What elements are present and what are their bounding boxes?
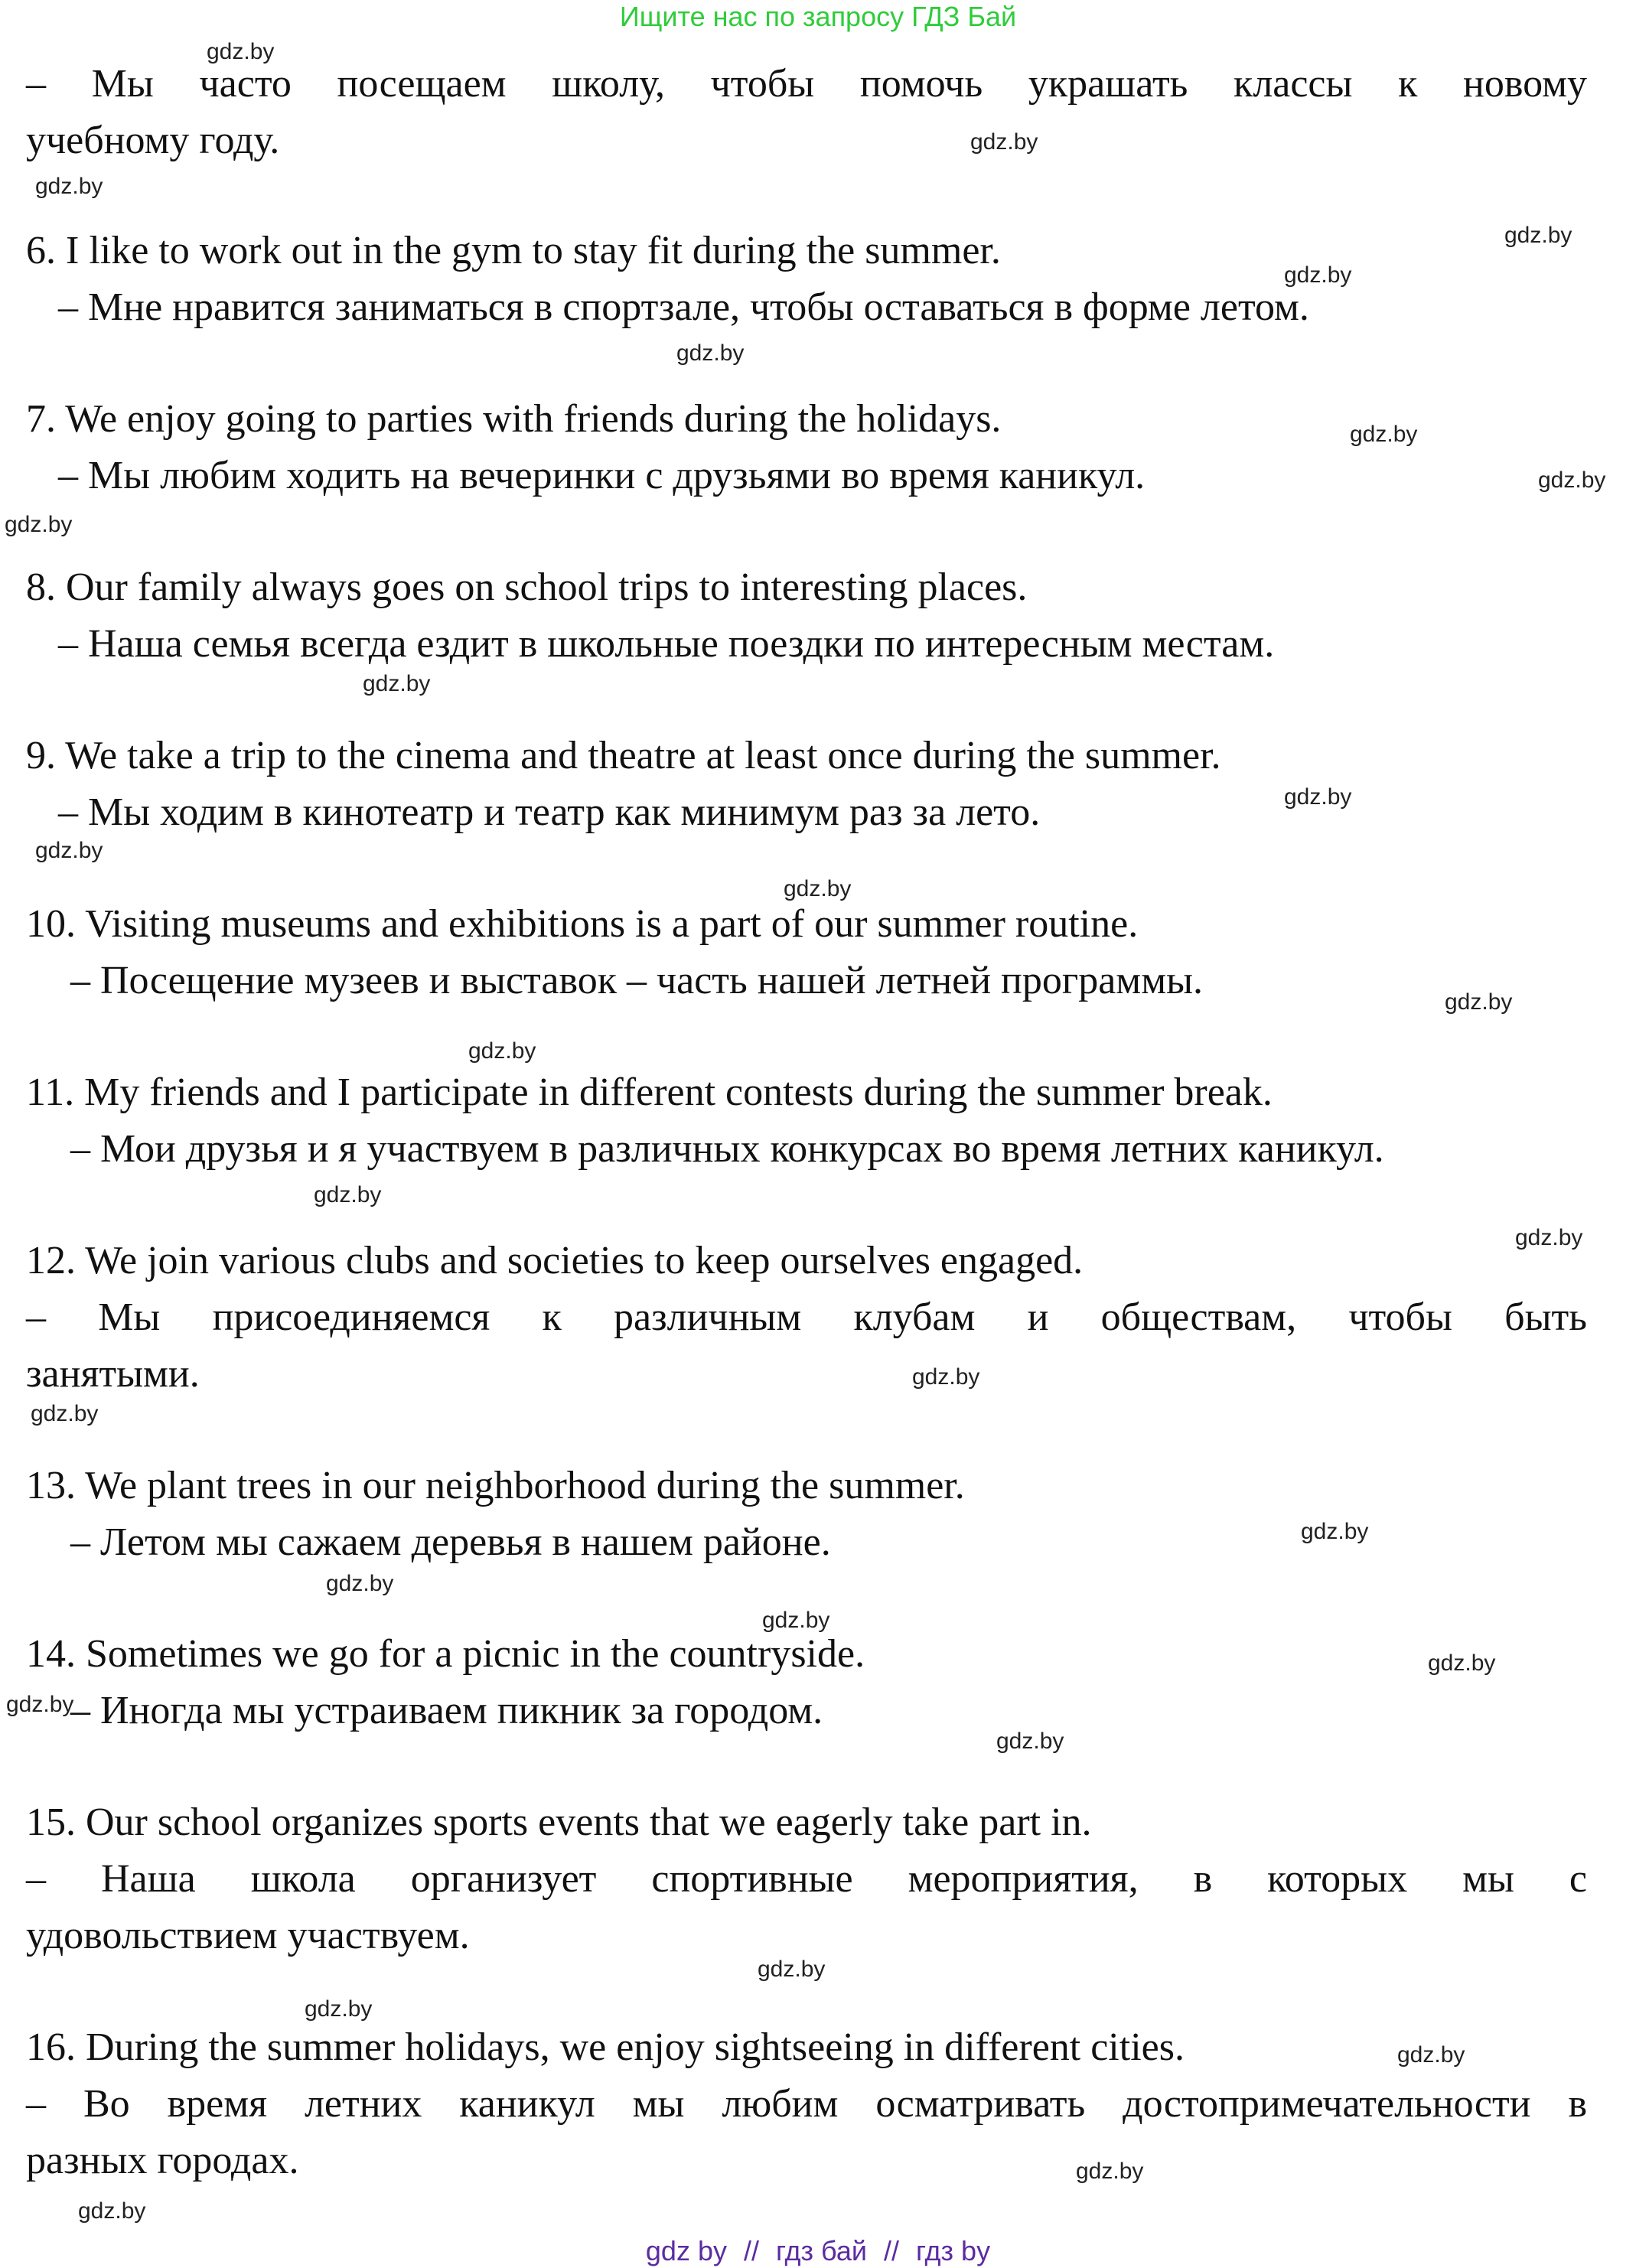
item-english-text: We plant trees in our neighborhood during the summer. — [85, 1464, 965, 1507]
footer-link-gdz-by[interactable]: gdz by — [645, 2235, 727, 2266]
item-10-russian: – Посещение музеев и выставок – часть нашей летней программы. — [70, 959, 1204, 1002]
watermark: gdz.by — [6, 1692, 74, 1717]
item-number: 7. — [26, 397, 56, 441]
item-12-russian-line-2: занятыми. — [26, 1352, 200, 1396]
item-number: 8. — [26, 565, 56, 609]
watermark: gdz.by — [1284, 784, 1352, 810]
watermark: gdz.by — [1397, 2042, 1465, 2068]
watermark: gdz.by — [5, 512, 73, 537]
item-11-russian: – Мои друзья и я участвуем в различных конкурсах во время летних каникул. — [70, 1127, 1384, 1171]
footer-link-gdz-by-alt[interactable]: гдз by — [916, 2235, 991, 2266]
watermark: gdz.by — [35, 838, 103, 863]
item-english-text: I like to work out in the gym to stay fit during the summer. — [66, 229, 1001, 272]
item-number: 11. — [26, 1070, 75, 1114]
item-12-russian-line-1: – Мы присоединяемся к различным клубам и обществам, чтобы быть — [26, 1295, 1587, 1339]
item-6-english — [26, 228, 1587, 274]
item-15-english — [26, 1800, 1587, 1846]
footer-separator: // — [884, 2235, 900, 2266]
watermark: gdz.by — [1504, 223, 1572, 248]
item-english-text: We join various clubs and societies to keep ourselves engaged. — [85, 1239, 1084, 1282]
watermark: gdz.by — [1445, 989, 1513, 1015]
watermark: gdz.by — [676, 341, 745, 366]
item-number: 10. — [26, 902, 76, 946]
watermark: gdz.by — [1515, 1225, 1583, 1250]
footer-links — [0, 2234, 1636, 2268]
watermark: gdz.by — [363, 671, 431, 696]
watermark: gdz.by — [1076, 2159, 1144, 2184]
item-english-text: My friends and I participate in different contests during the summer break. — [84, 1070, 1273, 1114]
item-english-text: Our school organizes sports events that we eagerly take part in. — [86, 1800, 1092, 1844]
item-13-english — [26, 1463, 1587, 1509]
item-7-russian: – Мы любим ходить на вечеринки с друзьями во время каникул. — [58, 454, 1146, 497]
item-number: 6. — [26, 229, 56, 272]
item-english-text: During the summer holidays, we enjoy sightseeing in different cities. — [86, 2025, 1185, 2069]
item-11-english — [26, 1070, 1587, 1116]
watermark: gdz.by — [784, 876, 852, 901]
watermark: gdz.by — [326, 1571, 394, 1596]
item-number: 13. — [26, 1464, 76, 1507]
watermark: gdz.by — [1284, 262, 1352, 288]
item-15-russian-line-1: – Наша школа организует спортивные мероприятия, в которых мы с — [26, 1857, 1587, 1901]
watermark: gdz.by — [305, 1996, 373, 2022]
item-14-russian: – Иногда мы устраиваем пикник за городом. — [70, 1689, 823, 1732]
watermark: gdz.by — [1350, 422, 1418, 447]
watermark: gdz.by — [996, 1729, 1064, 1754]
watermark: gdz.by — [912, 1364, 980, 1390]
item-english-text: Sometimes we go for a picnic in the countryside. — [86, 1632, 865, 1676]
item-14-english — [26, 1631, 1587, 1677]
item-16-english — [26, 2025, 1587, 2071]
item-number: 14. — [26, 1632, 76, 1676]
item-9-russian: – Мы ходим в кинотеатр и театр как минимум раз за лето. — [58, 790, 1041, 834]
item-english-text: Visiting museums and exhibitions is a part of our summer routine. — [85, 902, 1139, 946]
watermark: gdz.by — [78, 2198, 146, 2224]
item-15-russian-line-2: удовольствием участвуем. — [26, 1914, 470, 1957]
watermark: gdz.by — [314, 1182, 382, 1207]
item-9-english — [26, 733, 1587, 779]
item-5-russian-line-2: учебному году. — [26, 119, 280, 162]
item-16-russian-line-1: – Во время летних каникул мы любим осматривать достопримечательности в — [26, 2082, 1587, 2126]
watermark: gdz.by — [1538, 468, 1606, 493]
item-10-english — [26, 901, 1587, 947]
watermark: gdz.by — [468, 1038, 536, 1064]
watermark: gdz.by — [31, 1401, 99, 1426]
item-english-text: Our family always goes on school trips to interesting places. — [66, 565, 1028, 609]
item-english-text: We take a trip to the cinema and theatre at least once during the summer. — [65, 734, 1221, 777]
item-english-text: We enjoy going to parties with friends during the holidays. — [65, 397, 1002, 441]
watermark: gdz.by — [35, 174, 103, 199]
item-13-russian: – Летом мы сажаем деревья в нашем районе. — [70, 1520, 831, 1564]
item-16-russian-line-2: разных городах. — [26, 2139, 299, 2182]
item-8-english — [26, 565, 1587, 611]
watermark: gdz.by — [970, 129, 1038, 155]
footer-link-gdz-bai[interactable]: гдз бай — [776, 2235, 867, 2266]
footer-separator: // — [744, 2235, 760, 2266]
item-number: 9. — [26, 734, 56, 777]
item-5-russian-line-1: – Мы часто посещаем школу, чтобы помочь украшать классы к новому — [26, 62, 1587, 106]
item-number: 12. — [26, 1239, 76, 1282]
item-number: 15. — [26, 1800, 76, 1844]
watermark: gdz.by — [1428, 1650, 1496, 1676]
item-12-english — [26, 1238, 1587, 1284]
watermark: gdz.by — [1301, 1519, 1369, 1544]
item-number: 16. — [26, 2025, 76, 2069]
watermark: gdz.by — [762, 1608, 830, 1633]
watermark: gdz.by — [758, 1957, 826, 1982]
watermark: gdz.by — [207, 39, 275, 64]
search-hint-header: Ищите нас по запросу ГДЗ Бай — [619, 1, 1017, 32]
item-8-russian: – Наша семья всегда ездит в школьные поездки по интересным местам. — [58, 622, 1275, 666]
item-6-russian: – Мне нравится заниматься в спортзале, чтобы оставаться в форме летом. — [58, 285, 1309, 329]
